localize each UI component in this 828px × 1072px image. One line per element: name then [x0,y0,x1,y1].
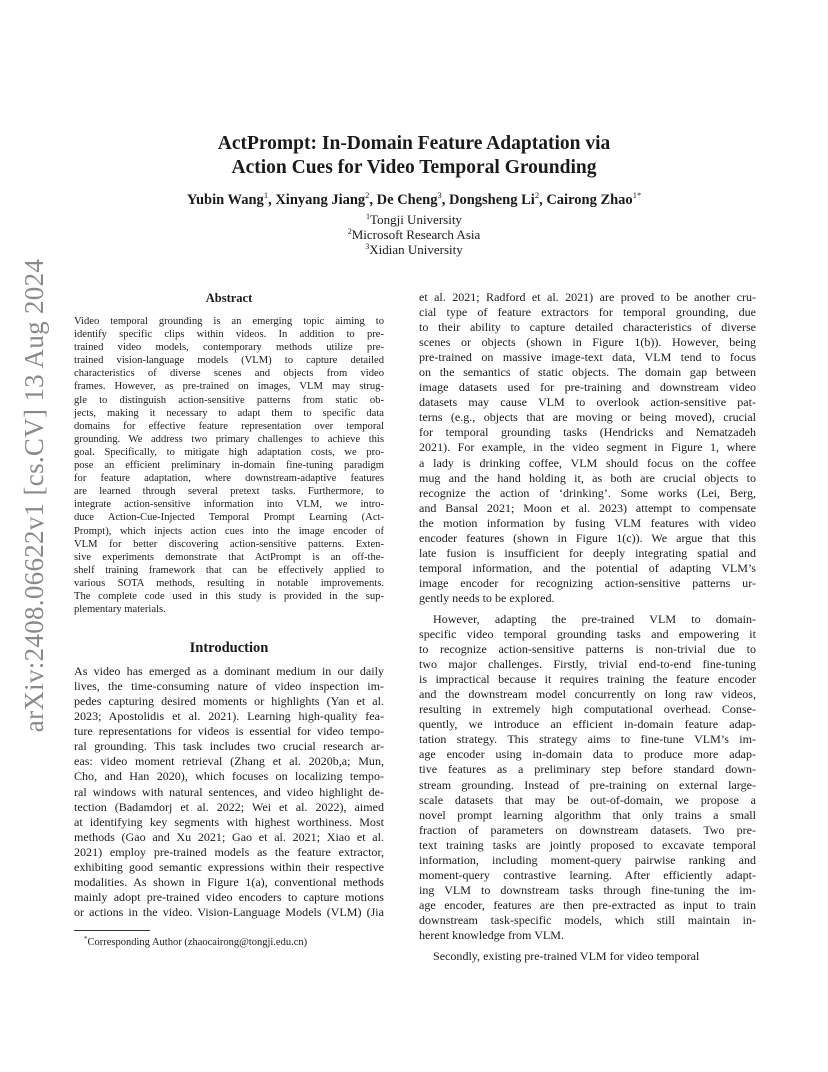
intro-line: lives, the time-consuming nature of video inspection im- [74,679,384,694]
intro-line: ture representations for videos is essential for video tempo- [74,724,384,739]
abstract-line: grounding. We address two primary challenges to achieve this [74,433,384,445]
left-column [74,290,384,949]
affiliation-mark: 1 [366,212,371,221]
author-affiliation-mark: 1* [632,190,642,200]
affiliation-name: Xidian University [369,242,463,257]
body-line: cial type of feature extractors for temporal grounding, due [419,305,756,320]
body-line: novel prompt learning algorithm that only trains a small [419,807,756,822]
abstract-line: trained vision-language models (VLM) to capture detailed [74,355,384,367]
abstract-line: Prompt), which injects action cues into the image encoder of [74,525,384,537]
author-name: Yubin Wang [186,192,264,208]
abstract-line: sive experiments demonstrate that ActPrompt is an off-the- [74,551,384,563]
abstract-line: various SOTA methods, resulting in notable improvements. [74,577,384,589]
abstract-line: duce Action-Cue-Injected Temporal Prompt Learning (Act- [74,512,384,524]
abstract-line: pose an efficient preliminary in-domain fine-tuning paradigm [74,460,384,472]
body-line: quently, we introduce an efficient in-domain feature adap- [419,717,756,732]
intro-line: tection (Badamdorj et al. 2022; Wei et al. 2022), aimed [74,799,384,814]
body-line: ing VLM to downstream tasks through fine-tuning the im- [419,882,756,897]
right-column [419,290,756,964]
body-line: gently needs to be explored. [419,590,555,605]
author-affiliation-mark: 3 [437,190,442,200]
right-paragraph-1 [419,290,756,606]
right-paragraph-3 [419,949,756,964]
intro-line: mainly adopt pre-trained video encoders to capture motions [74,889,384,904]
body-line: herent knowledge from VLM. [419,927,564,942]
abstract-line: Video temporal grounding is an emerging topic aiming to [74,316,384,327]
abstract-line: trained video models, contemporary methods utilize pre- [74,342,384,354]
abstract-line: gle to distinguish action-sensitive patterns from static ob- [74,394,384,406]
body-line: fraction of parameters on downstream datasets. Two pre- [419,822,756,837]
body-line: moment-query contrastive learning. After efficiently adapt- [419,867,756,882]
body-line: for temporal grounding tasks (Hendricks and Nematzadeh [419,425,756,440]
affiliation-item [214,212,614,227]
footnote-mark: * [84,934,88,943]
abstract-line: plementary materials. [74,604,166,616]
intro-line: or actions in the video. Vision-Language Models (VLM) (Jia [74,904,384,919]
author-list: Yubin Wang$^1$, Xinyang Jiang$^2$, De Cheng$^3$, Dongsheng Li$^2$, Cairong Zhao$^{1*}$ [186,190,642,208]
body-line: recognize the action of ‘drinking’. Some works (Lei, Berg, [419,485,756,500]
footnote-divider [74,930,150,931]
affiliation-name: Microsoft Research Asia [351,227,481,242]
introduction-heading: Introduction [189,640,269,657]
body-line: a lady is drinking coffee, VLM should focus on the coffee [419,455,756,470]
body-line: tive features as a preliminary step before standard down- [419,762,756,777]
body-line: terns (e.g., objects that are moving or being moved), crucial [419,410,756,425]
affiliation-item [214,227,614,242]
body-line: to their ability to capture detailed characteristics of diverse [419,320,756,335]
corresponding-author-footnote [74,936,384,949]
intro-line: 2023; Apostolidis et al. 2021). Learning high-quality fea- [74,709,384,724]
body-line: and the downstream model concurrently on long raw videos, [419,687,756,702]
intro-line: 2021) employ pre-trained models as the feature extractor, [74,844,384,859]
intro-line: at identifying key segments with highest worthiness. Most [74,814,384,829]
body-line: downstream task-specific models, which still maintain in- [419,912,756,927]
affiliation-list [214,212,614,257]
body-line: temporal information, and the potential of adapting VLM’s [419,560,756,575]
author-affiliation-mark: 1 [263,190,269,200]
abstract-line: shelf training framework that can be effectively applied to [74,564,384,576]
body-line: the motion information by fusing VLM features with video [419,515,756,530]
body-line: information, including moment-query pairwise ranking and [419,852,756,867]
intro-line: exhibiting good semantic expressions within their respective [74,859,384,874]
arxiv-identifier-stamp [19,258,50,732]
title-line-1: ActPrompt: In-Domain Feature Adaptation via [217,133,611,154]
body-line: pre-trained on massive image-text data, VLM tend to focus [419,350,756,365]
abstract-line: goal. Specifically, to mitigate high adaptation costs, we pro- [74,446,384,458]
body-line: 2021). For example, in the video segment in Figure 1, where [419,440,756,455]
intro-line: methods (Gao and Xu 2021; Gao et al. 2021; Xiao et al. [74,829,384,844]
author-name: Cairong Zhao [546,192,633,208]
intro-line: pedes capturing desired moments or highlights (Yan et al. [74,694,384,709]
affiliation-mark: 3 [365,242,370,251]
body-line: on the semantics of static objects. The domain gap between [419,365,756,380]
author-name: Dongsheng Li [449,192,535,208]
body-line: image datasets used for pre-training and downstream video [419,380,756,395]
paper-title [120,132,708,180]
title-line-2: Action Cues for Video Temporal Grounding [231,157,597,178]
body-line: specific video temporal grounding tasks and empowering it [419,627,756,642]
body-line: image encoder for recognizing action-sensitive patterns ur- [419,575,756,590]
abstract-line: jects, making it necessary to adapt them to specific data [74,407,384,419]
intro-line: ral windows with natural sentences, and video highlight de- [74,784,384,799]
body-line: mug and the hand holding it, as both are crucial objects to [419,470,756,485]
affiliation-item [214,242,614,257]
affiliation-mark: 2 [347,227,352,236]
body-line: Secondly, existing pre-trained VLM for video temporal [433,949,700,964]
body-line: is impractical because it requires training the feature encoder [419,672,756,687]
author-name: De Cheng [376,192,438,208]
intro-line: ral grounding. This task includes two crucial research ar- [74,739,384,754]
body-line: scenes or objects (shown in Figure 1(b)). However, being [419,335,756,350]
intro-line: As video has emerged as a dominant medium in our daily [74,664,384,679]
abstract-line: domains for effective feature representation over temporal [74,420,384,432]
abstract-line: characteristics of diverse scenes and objects from video [74,368,384,380]
abstract-body [74,315,384,616]
right-paragraph-2 [419,612,756,943]
body-line: et al. 2021; Radford et al. 2021) are proved to be another cru- [419,290,756,304]
body-line: scale datasets that may be out-of-domain, we propose a [419,792,756,807]
author-name: Xinyang Jiang [275,192,366,208]
abstract-line: for feature adaptation, where downstream-adaptive features [74,473,384,485]
body-line: datasets may cause VLM to overlook action-sensitive pat- [419,395,756,410]
affiliation-name: Tongji University [370,212,462,227]
abstract-line: The complete code used in this study is provided in the sup- [74,590,384,602]
intro-line: eas: video moment retrieval (Zhang et al. 2020b,a; Mun, [74,754,384,769]
body-line: age encoder, features are then pre-extracted as input to train [419,897,756,912]
intro-line: Cho, and Han 2020), which focuses on localizing tempo- [74,769,384,784]
abstract-line: VLM for better discovering action-sensitive patterns. Exten- [74,538,384,550]
author-affiliation-mark: 2 [365,190,370,200]
body-line: However, adapting the pre-trained VLM to domain- [433,611,756,626]
body-line: resulting in extremely high computational overhead. Conse- [419,702,756,717]
abstract-line: are learned through several pretext tasks. Furthermore, to [74,486,384,498]
body-line: to recognize action-sensitive patterns is non-trivial due to [419,642,756,657]
body-line: and Bansal 2021; Moon et al. 2023) attempt to compensate [419,500,756,515]
body-line: two major challenges. Firstly, trivial end-to-end fine-tuning [419,657,756,672]
arxiv-identifier-text: arXiv:2408.06622v1 [cs.CV] 13 Aug 2024 [19,258,50,732]
author-affiliation-mark: 2 [534,190,540,200]
abstract-line: integrate action-sensitive information into VLM, we intro- [74,499,384,511]
abstract-line: identify specific clips within videos. In addition to pre- [74,329,384,341]
abstract-line: frames. However, as pre-trained on images, VLM may strug- [74,381,384,393]
body-line: text training tasks are jointly proposed to excavate temporal [419,837,756,852]
footnote-text: Corresponding Author (zhaocairong@tongji.edu.cn) [87,936,308,948]
body-line: stream grounding. Instead of pre-training on external large- [419,777,756,792]
body-line: tation strategy. This strategy aims to fine-tune VLM’s im- [419,732,756,747]
abstract-heading: Abstract [205,291,253,305]
body-line: encoder features (shown in Figure 1(c)). We argue that this [419,530,756,545]
intro-line: modalities. As shown in Figure 1(a), conventional methods [74,874,384,889]
body-line: age encoder using in-domain data to produce more adap- [419,747,756,762]
introduction-body [74,664,384,920]
body-line: late fusion is insufficient for deeply integrating spatial and [419,545,756,560]
